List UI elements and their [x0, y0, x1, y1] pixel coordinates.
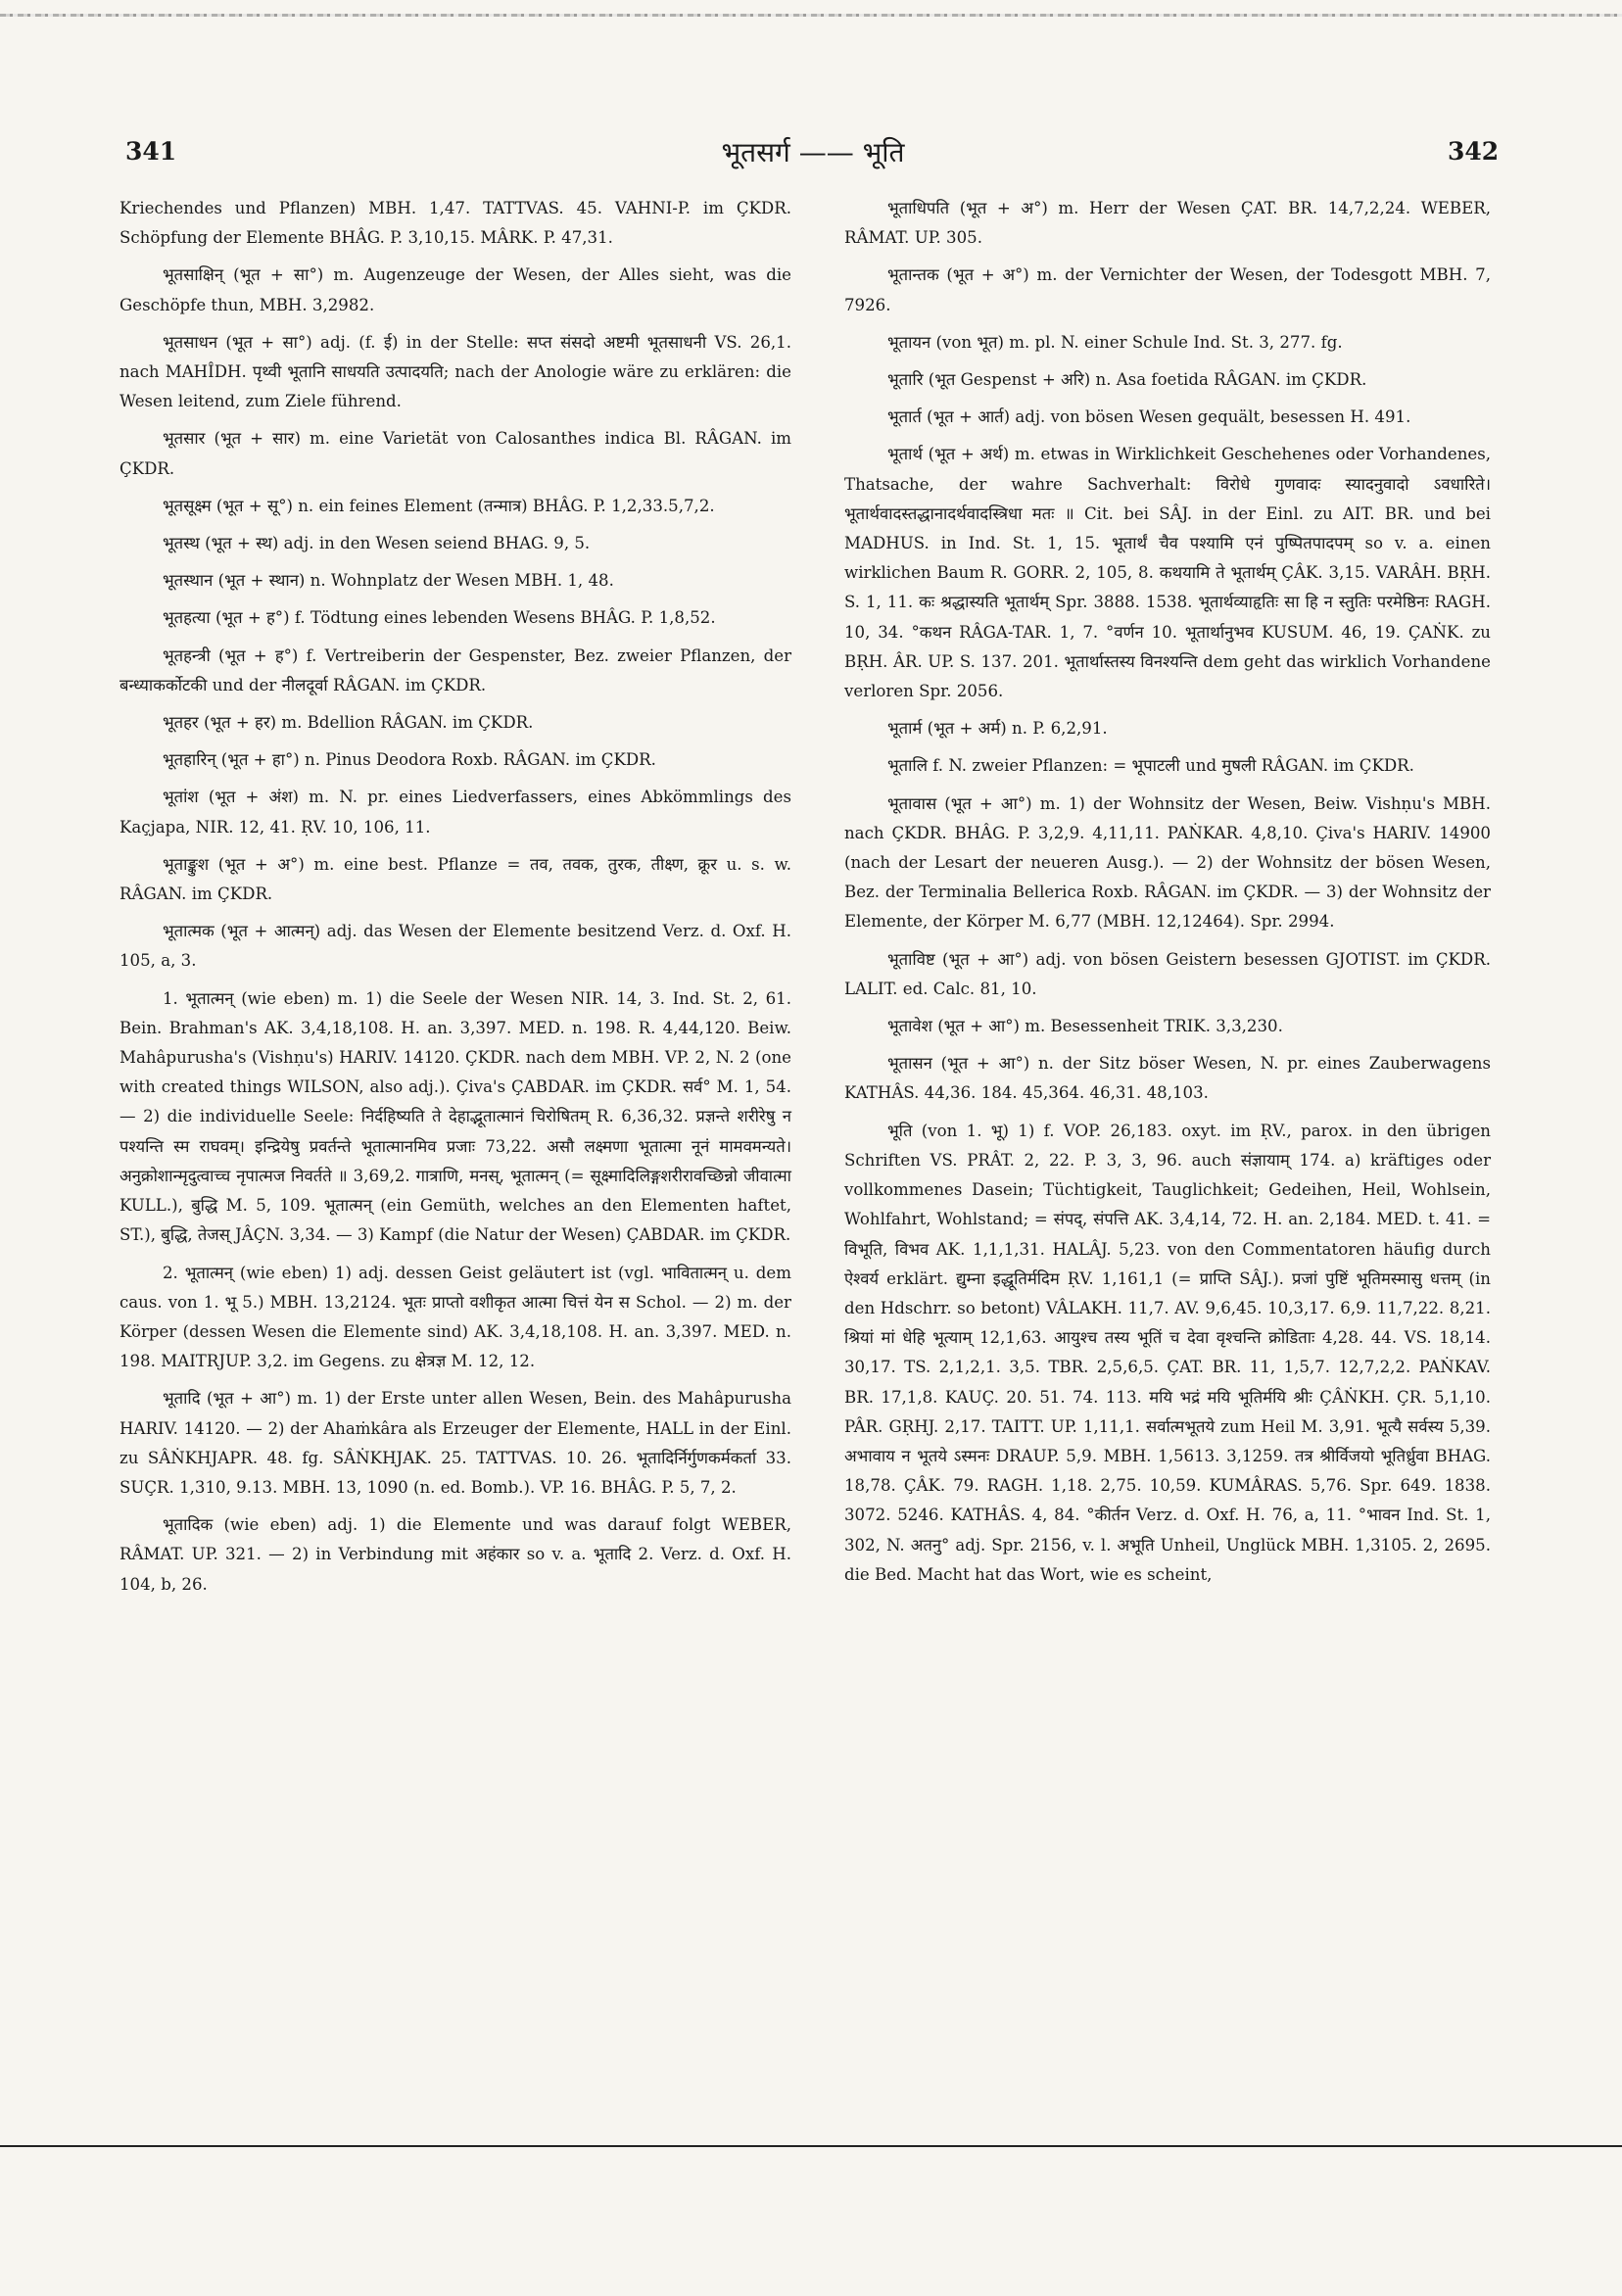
entry-paragraph: भूतसूक्ष्म (भूत + सू°) n. ein feines Element (तन्मात्र) BHÂG. P. 1,2,33.5,7,2. [163, 496, 715, 515]
entry-paragraph: भूताङ्कुश (भूत + अ°) m. eine best. Pflanze = तव, तवक, तुरक, तीक्ष्ण, क्रूर u. s. w. RÂGAN. im ÇKDR. [119, 854, 791, 904]
entry-paragraph: भूतासन (भूत + आ°) n. der Sitz böser Wesen, N. pr. eines Zauberwagens KATHÂS. 44,36. 184. 45,364. 46,31. 48,103. [844, 1054, 1491, 1103]
entry-paragraph: भूतारि (भूत Gespenst + अरि) n. Asa foetida RÂGAN. im ÇKDR. [887, 370, 1367, 390]
page-number-right: 342 [1448, 137, 1500, 166]
entry-paragraph: भूतादिक (wie eben) adj. 1) die Elemente und was darauf folgt WEBER, RÂMAT. UP. 321. — 2) in Verbindung mit अहंकार so v. a. भूतादि 2. Verz. d. Oxf. H. 104, b, 26. [119, 1515, 791, 1594]
page-header [0, 137, 1622, 186]
entry-paragraph: भूतालि f. N. zweier Pflanzen: = भूपाटली und मुषली RÂGAN. im ÇKDR. [887, 756, 1414, 776]
entry-paragraph: भूतांश (भूत + अंश) m. N. pr. eines Liedverfassers, eines Abkömmlings des Kaçjapa, NIR. 12, 41. ṚV. 10, 106, 11. [119, 788, 791, 837]
right-column [844, 194, 1491, 1598]
bottom-rule [0, 2145, 1622, 2147]
entry-paragraph: भूतार्म (भूत + अर्म) n. P. 6,2,91. [887, 719, 1108, 739]
entry-paragraph: भूतहत्या (भूत + ह°) f. Tödtung eines lebenden Wesens BHÂG. P. 1,8,52. [163, 608, 716, 628]
entry-paragraph: भूतसाधन (भूत + सा°) adj. (f. ई) in der Stelle: सप्त संसदो अष्टमी भूतसाधनी VS. 26,1. nach MAHÎDH. पृथ्वी भूतानि साधयति उत्पादयति; nach der Anologie wäre zu erklären: die Wesen leitend, zum Ziele führend. [119, 332, 791, 411]
entry-paragraph: भूतहन्त्री (भूत + ह°) f. Vertreiberin der Gespenster, Bez. zweier Pflanzen, der बन्ध्याकर्कोटकी und der नीलदूर्वा RÂGAN. im ÇKDR. [119, 646, 791, 694]
entry-paragraph: भूतावेश (भूत + आ°) m. Besessenheit TRIK. 3,3,230. [887, 1017, 1283, 1036]
entry-paragraph: भूतार्त (भूत + आर्त) adj. von bösen Wesen gequält, besessen H. 491. [887, 407, 1411, 427]
entry-paragraph: भूतादि (भूत + आ°) m. 1) der Erste unter allen Wesen, Bein. des Mahâpurusha HARIV. 14120. — 2) der Ahaṁkâra als Erzeuger der Elemente, HALL in der Einl. zu SÂṄKHJAPR. 48. fg. SÂṄKHJAK. 25. TATTVAS. 10. 26. भूतादिर्निर्गुणकर्मकर्ता 33. SUÇR. 1,310, 9.13. MBH. 13, 1090 (n. ed. Bomb.). VP. 16. BHÂG. P. 5, 7, 2. [119, 1389, 791, 1497]
entry-paragraph: भूतान्तक (भूत + अ°) m. der Vernichter der Wesen, der Todesgott MBH. 7, 7926. [844, 265, 1491, 314]
entry-paragraph: भूतात्मक (भूत + आत्मन्) adj. das Wesen der Elemente besitzend Verz. d. Oxf. H. 105, a, 3. [119, 922, 791, 971]
running-head: भूतसर्ग —— भूति [721, 136, 905, 168]
entry-paragraph: भूतायन (von भूत) m. pl. N. einer Schule Ind. St. 3, 277. fg. [887, 332, 1343, 352]
entry-paragraph: Kriechendes und Pflanzen) MBH. 1,47. TATTVAS. 45. VAHNI-P. im ÇKDR. Schöpfung der Elemente BHÂG. P. 3,10,15. MÂRK. P. 47,31. [119, 199, 791, 248]
page-number-left: 341 [125, 137, 177, 166]
entry-paragraph: भूताधिपति (भूत + अ°) m. Herr der Wesen ÇAT. BR. 14,7,2,24. WEBER, RÂMAT. UP. 305. [844, 199, 1491, 248]
entry-paragraph: भूतस्थान (भूत + स्थान) n. Wohnplatz der Wesen MBH. 1, 48. [163, 571, 614, 591]
top-rule [0, 14, 1622, 17]
entry-paragraph: भूतसार (भूत + सार) m. eine Varietät von Calosanthes indica Bl. RÂGAN. im ÇKDR. [119, 429, 791, 478]
entry-paragraph: भूतस्थ (भूत + स्थ) adj. in den Wesen seiend BHAG. 9, 5. [163, 534, 591, 553]
entry-paragraph: भूतार्थ (भूत + अर्थ) m. etwas in Wirklichkeit Geschehenes oder Vorhandenes, Thatsache, der wahre Sachverhalt: विरोधे गुणवादः स्यादनुवादो ऽवधारिते। भूतार्थवादस्तद्धानादर्थवादस्त्रिधा मतः ॥ Cit. bei SÂJ. in der Einl. zu AIT. BR. und bei MADHUS. in Ind. St. 1, 15. भूतार्थं चैव पश्यामि एनं पुष्पितपादपम् so v. a. einen wirklichen Baum R. GORR. 2, 105, 8. कथयामि ते भूतार्थम् ÇÂK. 3,15. VARÂH. BṚH. S. 1, 11. कः श्रद्धास्यति भूतार्थम् Spr. 3888. 1538. भूतार्थव्याहृतिः सा हि न स्तुतिः परमेष्ठिनः RAGH. 10, 34. °कथन RÂGA-TAR. 1, 7. °वर्णन 10. भूतार्थानुभव KUSUM. 46, 19. ÇAṄK. zu BṚH. ÂR. UP. S. 137. 201. भूतार्थास्तस्य विनश्यन्ति dem geht das wirklich Vorhandene verloren Spr. 2056. [844, 445, 1491, 701]
entry-paragraph: भूतहारिन् (भूत + हा°) n. Pinus Deodora Roxb. RÂGAN. im ÇKDR. [163, 750, 656, 770]
entry-paragraph: भूतहर (भूत + हर) m. Bdellion RÂGAN. im ÇKDR. [163, 713, 534, 733]
entry-paragraph: भूताविष्ट (भूत + आ°) adj. von bösen Geistern besessen GJOTIST. im ÇKDR. LALIT. ed. Calc. 81, 10. [844, 949, 1491, 998]
left-column [119, 194, 791, 1607]
entry-paragraph: 1. भूतात्मन् (wie eben) m. 1) die Seele der Wesen NIR. 14, 3. Ind. St. 2, 61. Bein. Brahman's AK. 3,4,18,108. H. an. 3,397. MED. n. 198. R. 4,44,120. Beiw. Mahâpurusha's (Vishṇu's) HARIV. 14120. ÇKDR. nach dem MBH. VP. 2, N. 2 (one with created things WILSON, also adj.). Çiva's ÇABDAR. im ÇKDR. सर्व° M. 1, 54. — 2) die individuelle Seele: निर्दहिष्यति ते देहाद्भूतात्मानं चिरोषितम् R. 6,36,32. प्रज्ञन्ते शरीरेषु न पश्यन्ति स्म राघवम्। इन्द्रियेषु प्रवर्तन्ते भूतात्मानमिव प्रजाः 73,22. असौ लक्ष्मणा भूतात्मा नूनं मामवमन्यते। अनुक्रोशान्मृदुत्वाच्च नृपात्मज निवर्तते ॥ 3,69,2. गात्राणि, मनस्, भूतात्मन् (= सूक्ष्मादिलिङ्गशरीरावच्छिन्नो जीवात्मा KULL.), बुद्धि M. 5, 109. भूतात्मन् (ein Gemüth, welches an den Elementen haftet, ST.), बुद्धि, तेजस् JÂÇN. 3,34. — 3) Kampf (die Natur der Wesen) ÇABDAR. im ÇKDR. [119, 988, 791, 1245]
entry-paragraph: भूतसाक्षिन् (भूत + सा°) m. Augenzeuge der Wesen, der Alles sieht, was die Geschöpfe thun, MBH. 3,2982. [119, 265, 791, 314]
entry-paragraph: भूतावास (भूत + आ°) m. 1) der Wohnsitz der Wesen, Beiw. Vishṇu's MBH. nach ÇKDR. BHÂG. P. 3,2,9. 4,11,11. PAṄKAR. 4,8,10. Çiva's HARIV. 14900 (nach der Lesart der neueren Ausg.). — 2) der Wohnsitz der bösen Wesen, Bez. der Terminalia Bellerica Roxb. RÂGAN. im ÇKDR. — 3) der Wohnsitz der Elemente, der Körper M. 6,77 (MBH. 12,12464). Spr. 2994. [844, 793, 1491, 932]
entry-paragraph: 2. भूतात्मन् (wie eben) 1) adj. dessen Geist geläutert ist (vgl. भावितात्मन् u. dem caus. von 1. भू 5.) MBH. 13,2124. भूतः प्राप्तो वशीकृत आत्मा चित्तं येन स Schol. — 2) m. der Körper (dessen Wesen die Elemente sind) AK. 3,4,18,108. H. an. 3,397. MED. n. 198. MAITRJUP. 3,2. im Gegens. zu क्षेत्रज्ञ M. 12, 12. [119, 1263, 791, 1371]
entry-paragraph: भूति (von 1. भू) 1) f. VOP. 26,183. oxyt. im ṚV., parox. in den übrigen Schriften VS. PRÂT. 2, 22. P. 3, 3, 96. auch संज्ञायाम् 174. a) kräftiges oder vollkommenes Dasein; Tüchtigkeit, Tauglichkeit; Gedeihen, Heil, Wohlsein, Wohlfahrt, Wohlstand; = संपद्, संपत्ति AK. 3,4,14, 72. H. an. 2,184. MED. t. 41. = विभूति, विभव AK. 1,1,1,31. HALÂJ. 5,23. von den Commentatoren häufig durch ऐश्वर्य erklärt. द्युम्ना इद्धूतिर्मदिम ṚV. 1,161,1 (= प्राप्ति SÂJ.). प्रजां पुष्टिं भूतिमस्मासु धत्तम् (in den Hdschrr. so betont) VÂLAKH. 11,7. AV. 9,6,45. 10,3,17. 6,9. 11,7,22. 8,21. श्रियां मां धेहि भूत्याम् 12,1,63. आयुश्च तस्य भूतिं च देवा वृश्चन्ति क्रोडिताः 4,28. 44. VS. 18,14. 30,17. TS. 2,1,2,1. 3,5. TBR. 2,5,6,5. ÇAT. BR. 11, 1,5,7. 12,7,2,2. PAṄKAV. BR. 17,1,8. KAUÇ. 20. 51. 74. 113. मयि भद्रं मयि भूतिर्मयि श्रीः ÇÂṄKH. ÇR. 5,1,10. PÂR. GṚHJ. 2,17. TAITT. UP. 1,11,1. सर्वात्मभूतये zum Heil M. 3,91. भूत्यै सर्वस्य 5,39. अभावाय न भूतये ऽस्मनः DRAUP. 5,9. MBH. 1,5613. 3,1259. तत्र श्रीर्विजयो भूतिर्ध्रुवा BHAG. 18,78. ÇÂK. 79. RAGH. 1,18. 2,75. 10,59. KUMÂRAS. 5,76. Spr. 649. 1838. 3072. 5246. KATHÂS. 4, 84. °कीर्तन Verz. d. Oxf. H. 76, a, 11. °भावन Ind. St. 1, 302, N. अतनु° adj. Spr. 2156, v. l. अभूति Unheil, Unglück MBH. 1,3105. 2, 2695. die Bed. Macht hat das Wort, wie es scheint, [844, 1121, 1491, 1584]
